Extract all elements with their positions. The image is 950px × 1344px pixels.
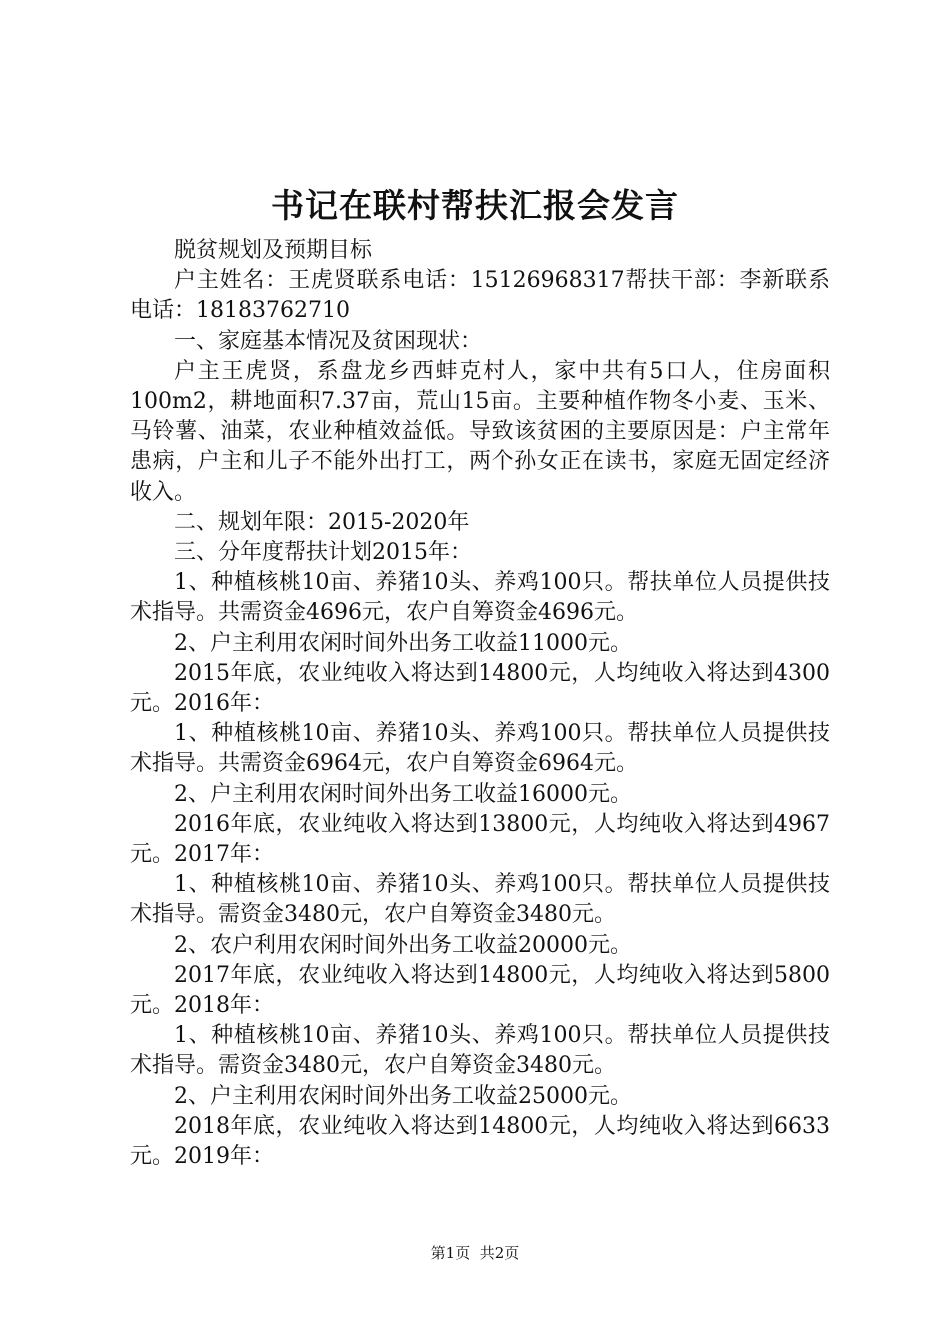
- paragraph-2018-item-1: 1、种植核桃10亩、养猪10头、养鸡100只。帮扶单位人员提供技术指导。需资金3480元，农户自筹资金3480元。: [130, 1023, 830, 1079]
- paragraph-2015-item-2: 2、户主利用农闲时间外出务工收益11000元。: [174, 630, 632, 656]
- page-number: 第1页: [430, 1244, 471, 1262]
- paragraph-2017-item-2: 2、农户利用农闲时间外出务工收益20000元。: [174, 932, 632, 958]
- page-total: 共2页: [479, 1244, 520, 1262]
- document-body: [130, 236, 830, 1172]
- paragraph-2018-item-2: 2、户主利用农闲时间外出务工收益25000元。: [174, 1083, 632, 1109]
- section-heading-plan: 三、分年度帮扶计划2015年：: [174, 540, 472, 566]
- paragraph-2016-item-2: 2、户主利用农闲时间外出务工收益16000元。: [174, 781, 632, 807]
- paragraph-2015-summary: 2015年底，农业纯收入将达到14800元，人均纯收入将达到4300元。2016年：: [130, 660, 830, 717]
- document-title: 书记在联村帮扶汇报会发言: [271, 186, 679, 225]
- paragraph-2017-summary: 2017年底，农业纯收入将达到14800元，人均纯收入将达到5800元。2018年：: [130, 962, 830, 1019]
- paragraph-2017-item-1: 1、种植核桃10亩、养猪10头、养鸡100只。帮扶单位人员提供技术指导。需资金3480元，农户自筹资金3480元。: [130, 872, 830, 928]
- paragraph-2015-item-1: 1、种植核桃10亩、养猪10头、养鸡100只。帮扶单位人员提供技术指导。共需资金4696元，农户自筹资金4696元。: [130, 570, 830, 626]
- paragraph-2016-item-1: 1、种植核桃10亩、养猪10头、养鸡100只。帮扶单位人员提供技术指导。共需资金6964元，农户自筹资金6964元。: [130, 721, 830, 777]
- paragraph-family-status: 户主王虎贤，系盘龙乡西蚌克村人，家中共有5口人，住房面积100m2，耕地面积7.37亩，荒山15亩。主要种植作物冬小麦、玉米、马铃薯、油菜，农业种植效益低。导致该贫困的主要原因是：户主常年患病，户主和儿子不能外出打工，两个孙女正在读书，家庭无固定经济收入。: [130, 358, 830, 505]
- paragraph-heading: 脱贫规划及预期目标: [174, 238, 373, 263]
- paragraph-2016-summary: 2016年底，农业纯收入将达到13800元，人均纯收入将达到4967元。2017年：: [130, 811, 830, 868]
- section-heading-family: 一、家庭基本情况及贫困现状：: [174, 328, 483, 354]
- page-footer: [0, 1243, 950, 1263]
- paragraph-contact-info: 户主姓名：王虎贤联系电话：15126968317帮扶干部：李新联系电话：18183762710: [130, 268, 830, 324]
- section-heading-period: 二、规划年限：2015-2020年: [174, 509, 470, 535]
- paragraph-2018-summary: 2018年底，农业纯收入将达到14800元，人均纯收入将达到6633元。2019年：: [130, 1113, 830, 1170]
